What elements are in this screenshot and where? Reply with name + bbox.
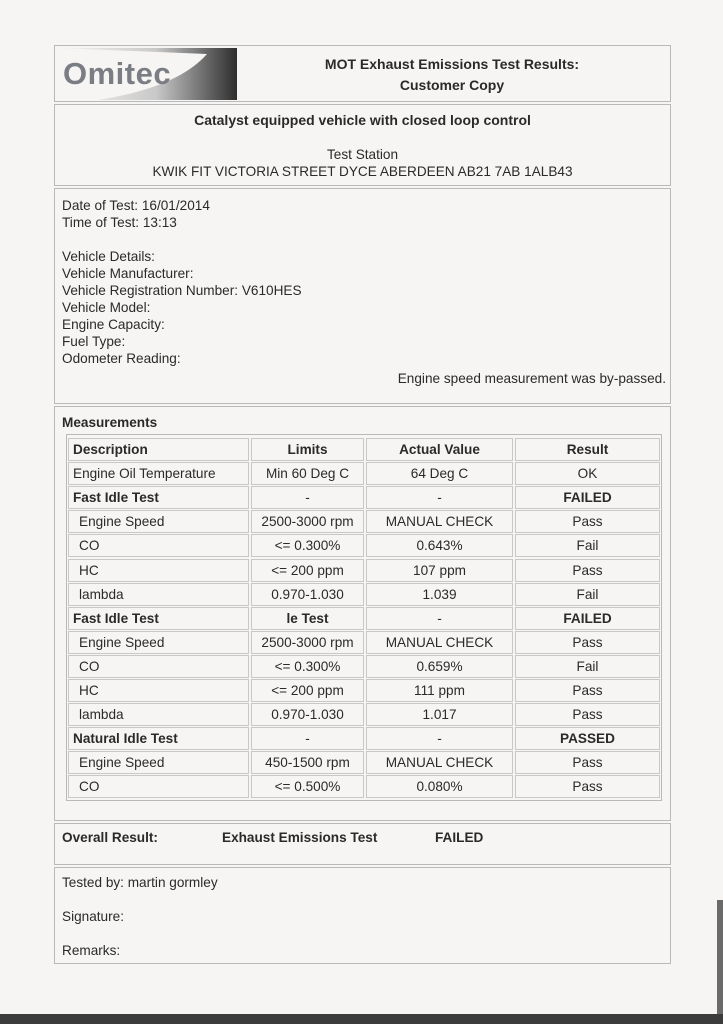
table-cell-result: Fail [515, 534, 660, 557]
table-cell-result: Pass [515, 679, 660, 702]
remarks-label: Remarks: [62, 943, 121, 958]
table-cell-actual: 1.039 [366, 583, 513, 606]
test-station-label: Test Station [326, 147, 399, 162]
table-cell-desc: Natural Idle Test [68, 727, 249, 750]
overall-result-label: Overall Result: [62, 830, 158, 845]
table-cell-limits: <= 200 ppm [251, 679, 364, 702]
table-cell-desc: Fast Idle Test [68, 486, 249, 509]
table-cell-result: FAILED [515, 607, 660, 630]
table-cell-desc: Engine Oil Temperature [68, 462, 249, 485]
table-cell-desc: lambda [68, 703, 249, 726]
omitec-logo [57, 48, 237, 100]
vehicle-type: Catalyst equipped vehicle with closed loop control [194, 112, 531, 128]
logo-text: Omitec [63, 56, 172, 91]
report-title: MOT Exhaust Emissions Test Results: [324, 56, 580, 72]
table-cell-limits: 2500-3000 rpm [251, 510, 364, 533]
table-cell-result: Fail [515, 655, 660, 678]
table-cell-actual: 107 ppm [366, 559, 513, 582]
odometer-reading: Odometer Reading: [62, 351, 181, 366]
time-of-test: Time of Test: 13:13 [62, 215, 177, 230]
table-cell-actual: 0.659% [366, 655, 513, 678]
table-cell-desc: Engine Speed [68, 751, 249, 774]
table-cell-result: PASSED [515, 727, 660, 750]
table-cell-actual: 0.080% [366, 775, 513, 798]
table-cell-actual: 1.017 [366, 703, 513, 726]
table-cell-actual: 111 ppm [366, 679, 513, 702]
table-cell-result: Pass [515, 510, 660, 533]
table-cell-limits: 2500-3000 rpm [251, 631, 364, 654]
vehicle-registration: Vehicle Registration Number: V610HES [62, 283, 302, 298]
table-cell-result: Pass [515, 751, 660, 774]
test-station-address: KWIK FIT VICTORIA STREET DYCE ABERDEEN AB21 7AB 1ALB43 [152, 164, 573, 179]
scan-right-edge [717, 900, 723, 1014]
table-cell-limits: 0.970-1.030 [251, 703, 364, 726]
table-cell-result: FAILED [515, 486, 660, 509]
column-header: Limits [251, 438, 364, 461]
bypass-note: Engine speed measurement was by-passed. [397, 371, 666, 386]
table-cell-desc: CO [68, 655, 249, 678]
table-cell-result: Pass [515, 631, 660, 654]
table-cell-limits: 450-1500 rpm [251, 751, 364, 774]
overall-test-name: Exhaust Emissions Test [222, 830, 378, 845]
measurements-heading: Measurements [62, 415, 158, 430]
table-cell-desc: HC [68, 679, 249, 702]
table-cell-limits: Min 60 Deg C [251, 462, 364, 485]
vehicle-details: Vehicle Details: [62, 249, 155, 264]
table-cell-desc: HC [68, 559, 249, 582]
column-header: Actual Value [366, 438, 513, 461]
table-cell-desc: Engine Speed [68, 631, 249, 654]
table-cell-limits: <= 0.300% [251, 534, 364, 557]
table-cell-limits: - [251, 486, 364, 509]
table-cell-result: Pass [515, 775, 660, 798]
table-cell-actual: - [366, 727, 513, 750]
table-cell-limits: 0.970-1.030 [251, 583, 364, 606]
table-cell-result: Pass [515, 703, 660, 726]
table-cell-desc: Fast Idle Test [68, 607, 249, 630]
table-cell-actual: 0.643% [366, 534, 513, 557]
table-cell-limits: le Test [251, 607, 364, 630]
table-cell-limits: <= 0.500% [251, 775, 364, 798]
table-cell-result: Fail [515, 583, 660, 606]
table-cell-desc: CO [68, 534, 249, 557]
signature-label: Signature: [62, 909, 124, 924]
column-header: Description [68, 438, 249, 461]
table-cell-desc: CO [68, 775, 249, 798]
table-cell-actual: - [366, 486, 513, 509]
report-subtitle: Customer Copy [399, 77, 505, 93]
fuel-type: Fuel Type: [62, 334, 126, 349]
table-cell-desc: Engine Speed [68, 510, 249, 533]
tested-by: Tested by: martin gormley [62, 875, 218, 890]
table-cell-result: OK [515, 462, 660, 485]
vehicle-model: Vehicle Model: [62, 300, 151, 315]
table-cell-result: Pass [515, 559, 660, 582]
vehicle-manufacturer: Vehicle Manufacturer: [62, 266, 194, 281]
table-cell-actual: MANUAL CHECK [366, 510, 513, 533]
table-cell-actual: - [366, 607, 513, 630]
scan-bottom-edge [0, 1014, 723, 1024]
overall-result-value: FAILED [435, 830, 484, 845]
engine-capacity: Engine Capacity: [62, 317, 165, 332]
table-cell-actual: MANUAL CHECK [366, 751, 513, 774]
table-cell-actual: MANUAL CHECK [366, 631, 513, 654]
table-cell-actual: 64 Deg C [366, 462, 513, 485]
column-header: Result [515, 438, 660, 461]
table-cell-limits: <= 0.300% [251, 655, 364, 678]
table-cell-limits: <= 200 ppm [251, 559, 364, 582]
table-cell-desc: lambda [68, 583, 249, 606]
table-cell-limits: - [251, 727, 364, 750]
date-of-test: Date of Test: 16/01/2014 [62, 198, 210, 213]
